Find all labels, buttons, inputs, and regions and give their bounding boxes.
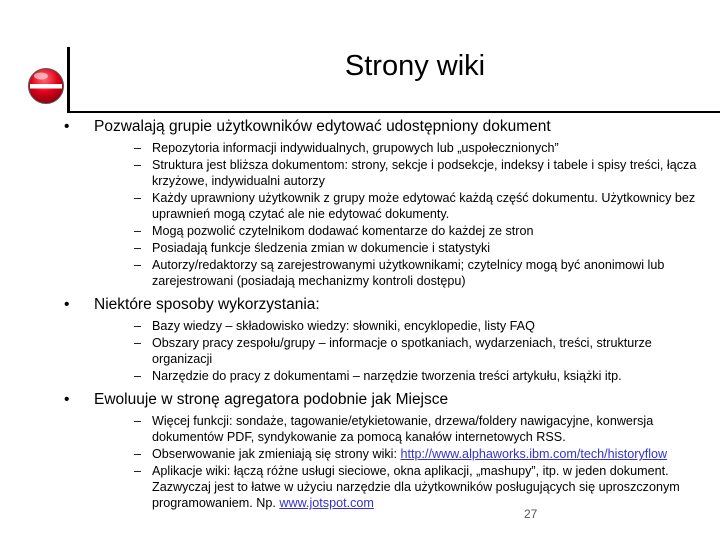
sub-item — [94, 318, 708, 334]
sub-item — [94, 190, 708, 222]
sub-item-wiki-apps — [94, 463, 708, 511]
page-number: 27 — [524, 507, 538, 521]
slide-title: Strony wiki — [344, 50, 486, 82]
sub-item-text: Autorzy/redaktorzy są zarejestrowanymi użytkownikami; czytelnicy mogą być anonimowi lub zarejestrowani (posiadają mechanizmy kontroli dostępu) — [152, 258, 665, 288]
sub-item-text: Mogą pozwolić czytelnikom dodawać komentarze do każdej ze stron — [152, 224, 534, 238]
sub-item — [94, 223, 708, 239]
dash-marker: – — [134, 447, 142, 461]
dash-marker: – — [134, 369, 142, 383]
sub-item — [94, 157, 708, 189]
sub-item-text: Każdy uprawniony użytkownik z grupy może edytować każdą część dokumentu. Użytkownicy bez uprawnień mogą czytać ale nie edytować dokumenty. — [152, 191, 696, 221]
bullet-marker: • — [64, 296, 70, 313]
red-ball-logo-icon — [27, 67, 65, 105]
bullet-2-text: Niektóre sposoby wykorzystania: — [94, 296, 320, 313]
sub-item — [94, 335, 708, 367]
sub-item — [94, 240, 708, 256]
bullet-1-text: Pozwalają grupie użytkowników edytować udostępniony dokument — [94, 118, 551, 135]
dash-marker: – — [134, 224, 142, 238]
sub-item-text: Obszary pracy zespołu/grupy – informacje o spotkaniach, wydarzeniach, treści, strukturze organizacji — [152, 336, 652, 366]
sub-item-text: Bazy wiedzy – składowisko wiedzy: słowniki, encyklopedie, listy FAQ — [152, 319, 535, 333]
dash-marker: – — [134, 464, 142, 478]
sub-item — [94, 257, 708, 289]
bullet-1-subitems — [94, 140, 708, 289]
sub-item-text: Aplikacje wiki: łączą różne usługi sieciowe, okna aplikacji, „mashupy”, itp. w jeden dokument. Zazwyczaj jest to łatwe w użyciu narzędzie dla użytkowników posługujących się uproszczonym programowaniem. Np. — [152, 464, 680, 510]
bullet-2 — [56, 295, 708, 384]
header-vertical-rule — [67, 47, 70, 113]
dash-marker: – — [134, 336, 142, 350]
bullet-marker: • — [64, 118, 70, 135]
dash-marker: – — [134, 191, 142, 205]
sub-item-text: Struktura jest bliższa dokumentom: strony, sekcje i podsekcje, indeksy i tabele i spisy treści, łącza krzyżowe, indywidualni autorzy — [152, 158, 697, 188]
dash-marker: – — [134, 158, 142, 172]
sub-item-text: Więcej funkcji: sondaże, tagowanie/etykietowanie, drzewa/foldery nawigacyjne, konwersja dokumentów PDF, syndykowanie za pomocą kanałów internetowych RSS. — [152, 414, 654, 444]
bullet-2-subitems — [94, 318, 708, 384]
header-horizontal-rule — [67, 111, 720, 113]
dash-marker: – — [134, 414, 142, 428]
dash-marker: – — [134, 319, 142, 333]
sub-item-text: Narzędzie do pracy z dokumentami – narzędzie tworzenia treści artykułu, książki itp. — [152, 369, 622, 383]
bullet-3 — [56, 390, 708, 511]
bullet-3-subitems — [94, 413, 708, 511]
dash-marker: – — [134, 258, 142, 272]
bullet-3-text: Ewoluuje w stronę agregatora podobnie jak Miejsce — [94, 391, 449, 408]
bullet-marker: • — [64, 391, 70, 408]
sub-item-historyflow — [94, 446, 708, 462]
dash-marker: – — [134, 141, 142, 155]
dash-marker: – — [134, 241, 142, 255]
sub-item-text: Posiadają funkcje śledzenia zmian w dokumencie i statystyki — [152, 241, 491, 255]
sub-item — [94, 413, 708, 445]
bullet-1 — [56, 117, 708, 289]
sub-item-text: Repozytoria informacji indywidualnych, grupowych lub „uspołecznionych” — [152, 141, 559, 155]
sub-item — [94, 368, 708, 384]
sub-item — [94, 140, 708, 156]
slide-content — [56, 117, 708, 512]
sub-item-text: Obserwowanie jak zmieniają się strony wiki: — [152, 447, 401, 461]
historyflow-link[interactable]: http://www.alphaworks.ibm.com/tech/historyflow — [400, 447, 668, 461]
jotspot-link[interactable]: www.jotspot.com — [279, 496, 374, 510]
